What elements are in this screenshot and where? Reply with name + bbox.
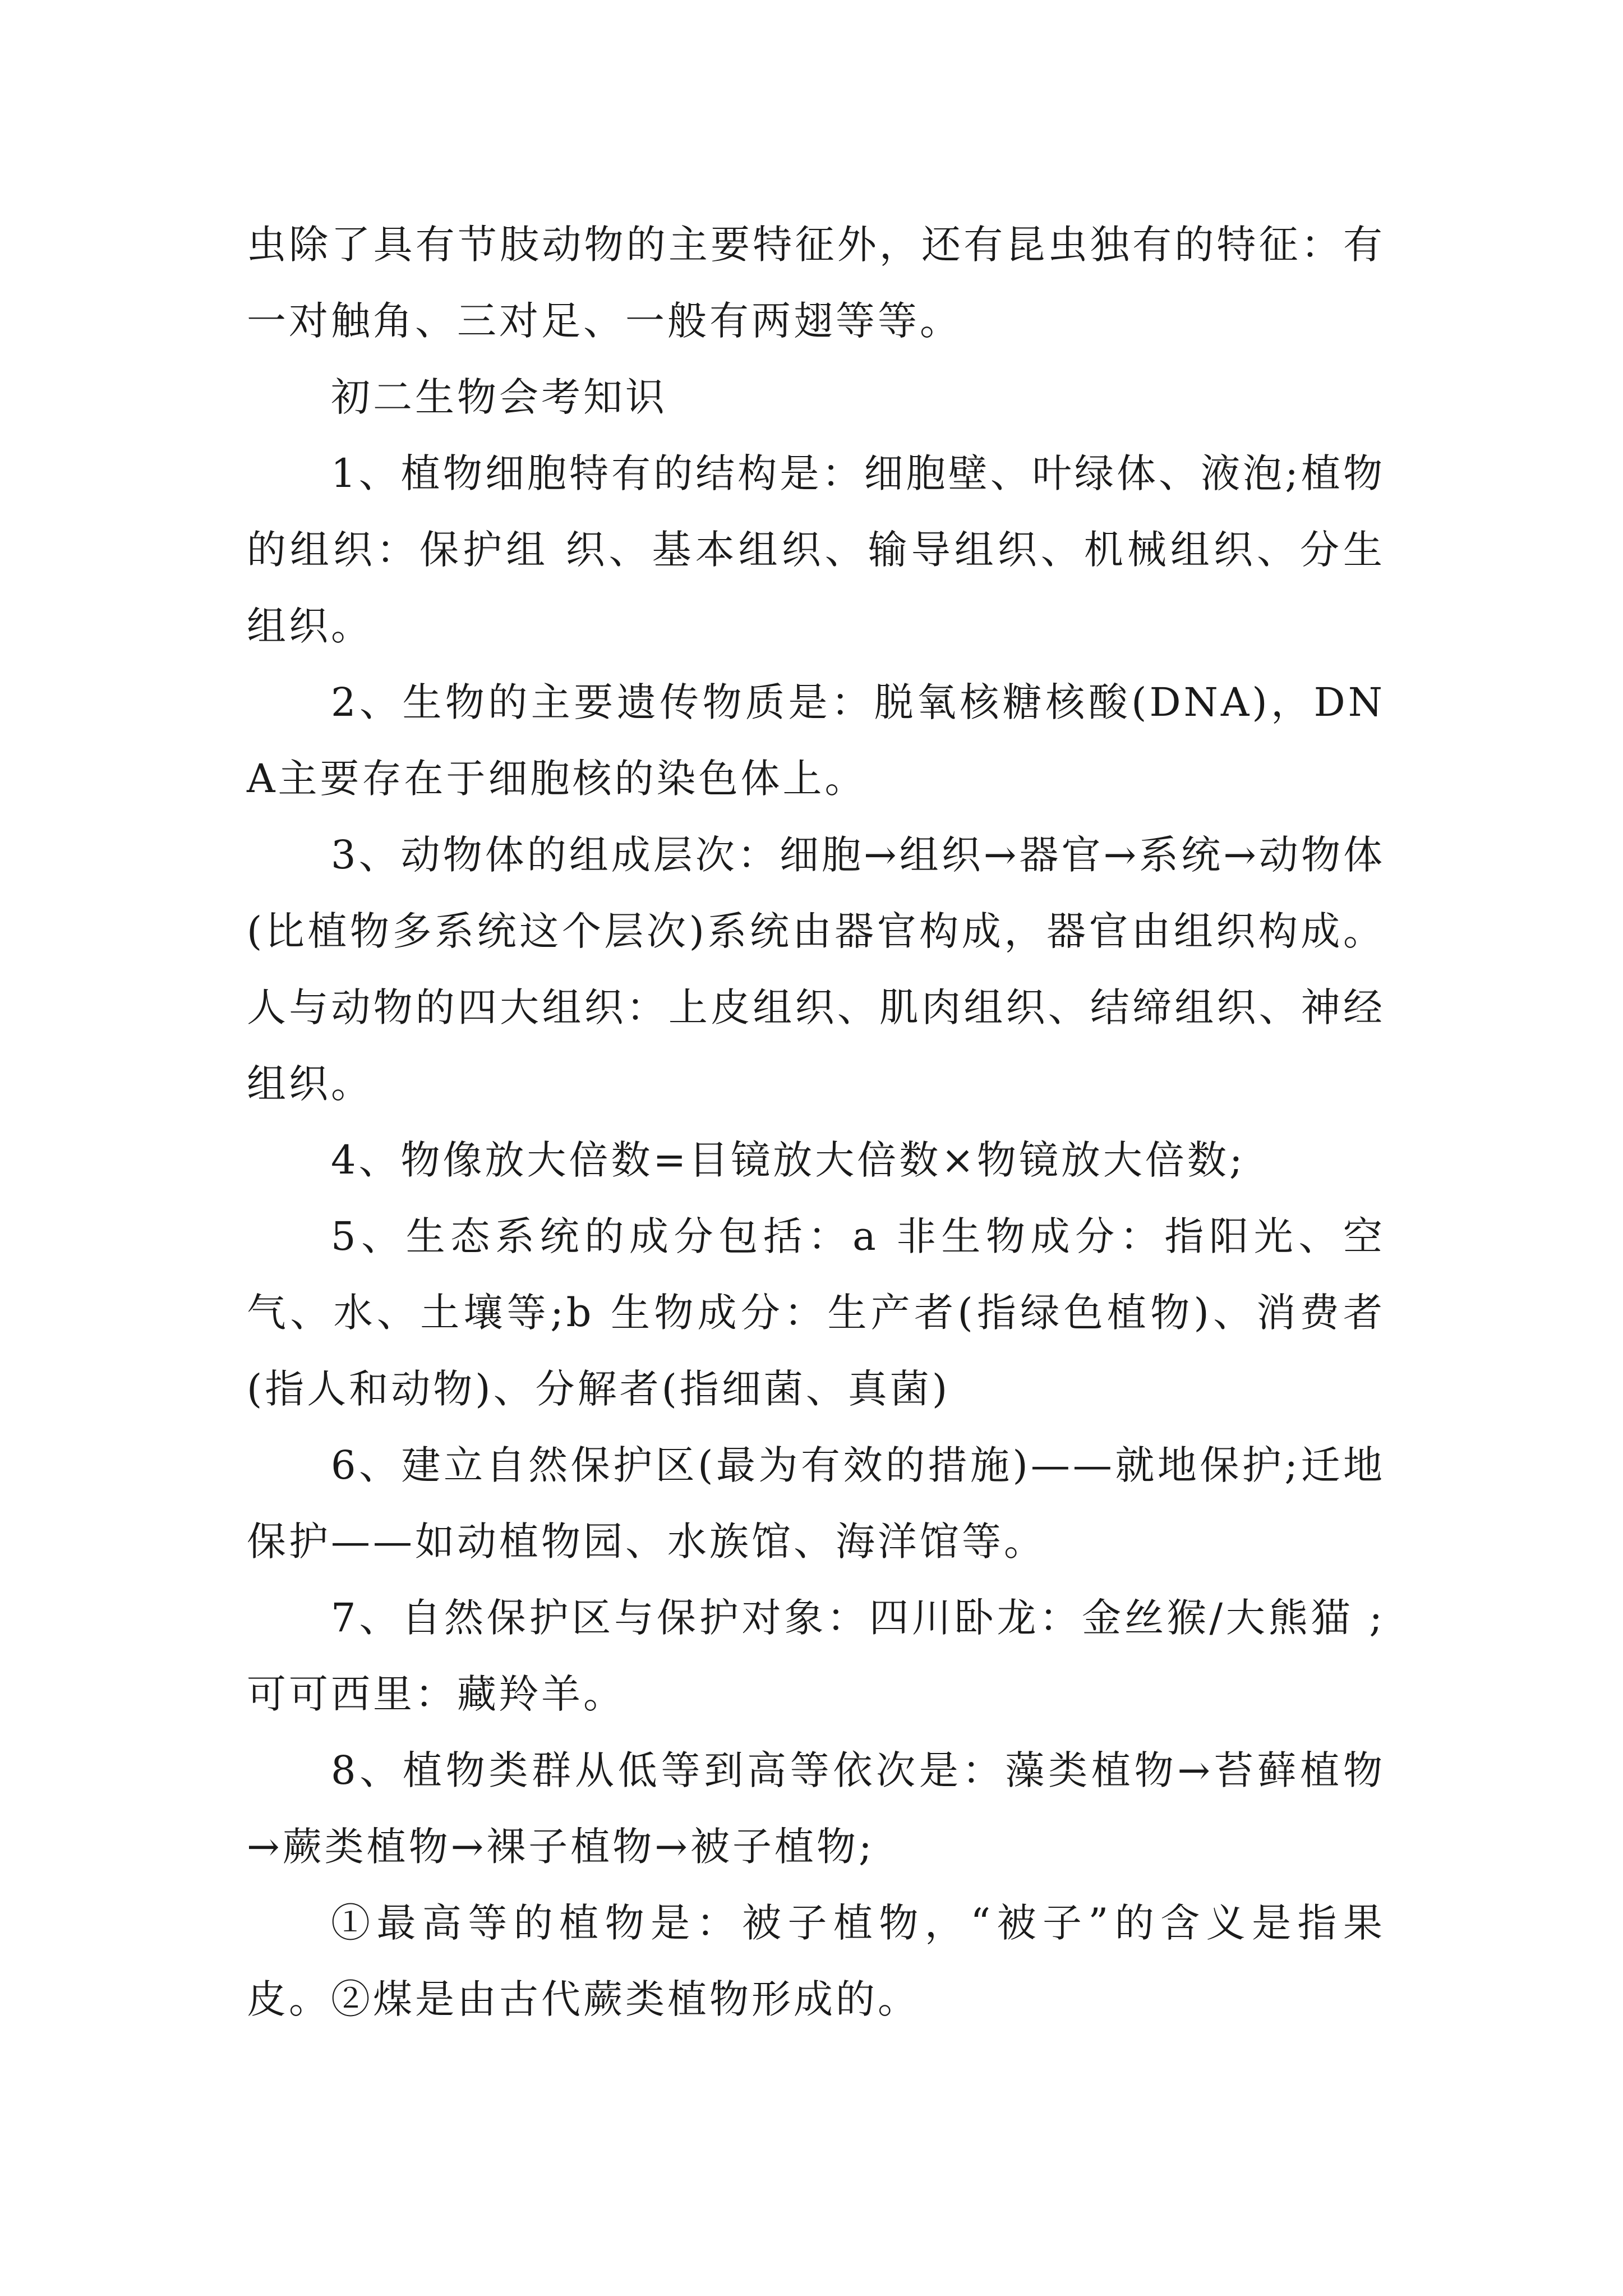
document-body: [247, 206, 1385, 2037]
paragraph-insect-features: 虫除了具有节肢动物的主要特征外，还有昆虫独有的特征：有一对触角、三对足、一般有两翅等等。: [247, 222, 1385, 344]
section-heading: 初二生物会考知识: [331, 374, 667, 420]
paragraph-item-1: 1、植物细胞特有的结构是：细胞壁、叶绿体、液泡;植物的组织：保护组 织、基本组织、输导组织、机械组织、分生组织。: [247, 450, 1385, 649]
paragraph-item-7: 7、自然保护区与保护对象：四川卧龙：金丝猴/大熊猫 ;可可西里：藏羚羊。: [247, 1595, 1385, 1717]
paragraph-item-6: 6、建立自然保护区(最为有效的措施)——就地保护;迁地保护——如动植物园、水族馆、海洋馆等。: [247, 1442, 1385, 1565]
paragraph-note: ①最高等的植物是：被子植物，“被子”的含义是指果皮。②煤是由古代蕨类植物形成的。: [247, 1900, 1385, 2022]
paragraph-item-3: 3、动物体的组成层次：细胞→组织→器官→系统→动物体(比植物多系统这个层次)系统由器官构成，器官由组织构成。人与动物的四大组织：上皮组织、肌肉组织、结缔组织、神经组织。: [247, 832, 1385, 1107]
paragraph-item-4: 4、物像放大倍数=目镜放大倍数×物镜放大倍数;: [331, 1137, 1246, 1183]
paragraph-item-8: 8、植物类群从低等到高等依次是：藻类植物→苔藓植物→蕨类植物→裸子植物→被子植物;: [247, 1747, 1385, 1870]
paragraph-item-5: 5、生态系统的成分包括：a 非生物成分：指阳光、空气、水、土壤等;b 生物成分：生产者(指绿色植物)、消费者(指人和动物)、分解者(指细菌、真菌): [247, 1213, 1385, 1412]
paragraph-item-2: 2、生物的主要遗传物质是：脱氧核糖核酸(DNA)，DNA主要存在于细胞核的染色体上。: [247, 679, 1385, 802]
